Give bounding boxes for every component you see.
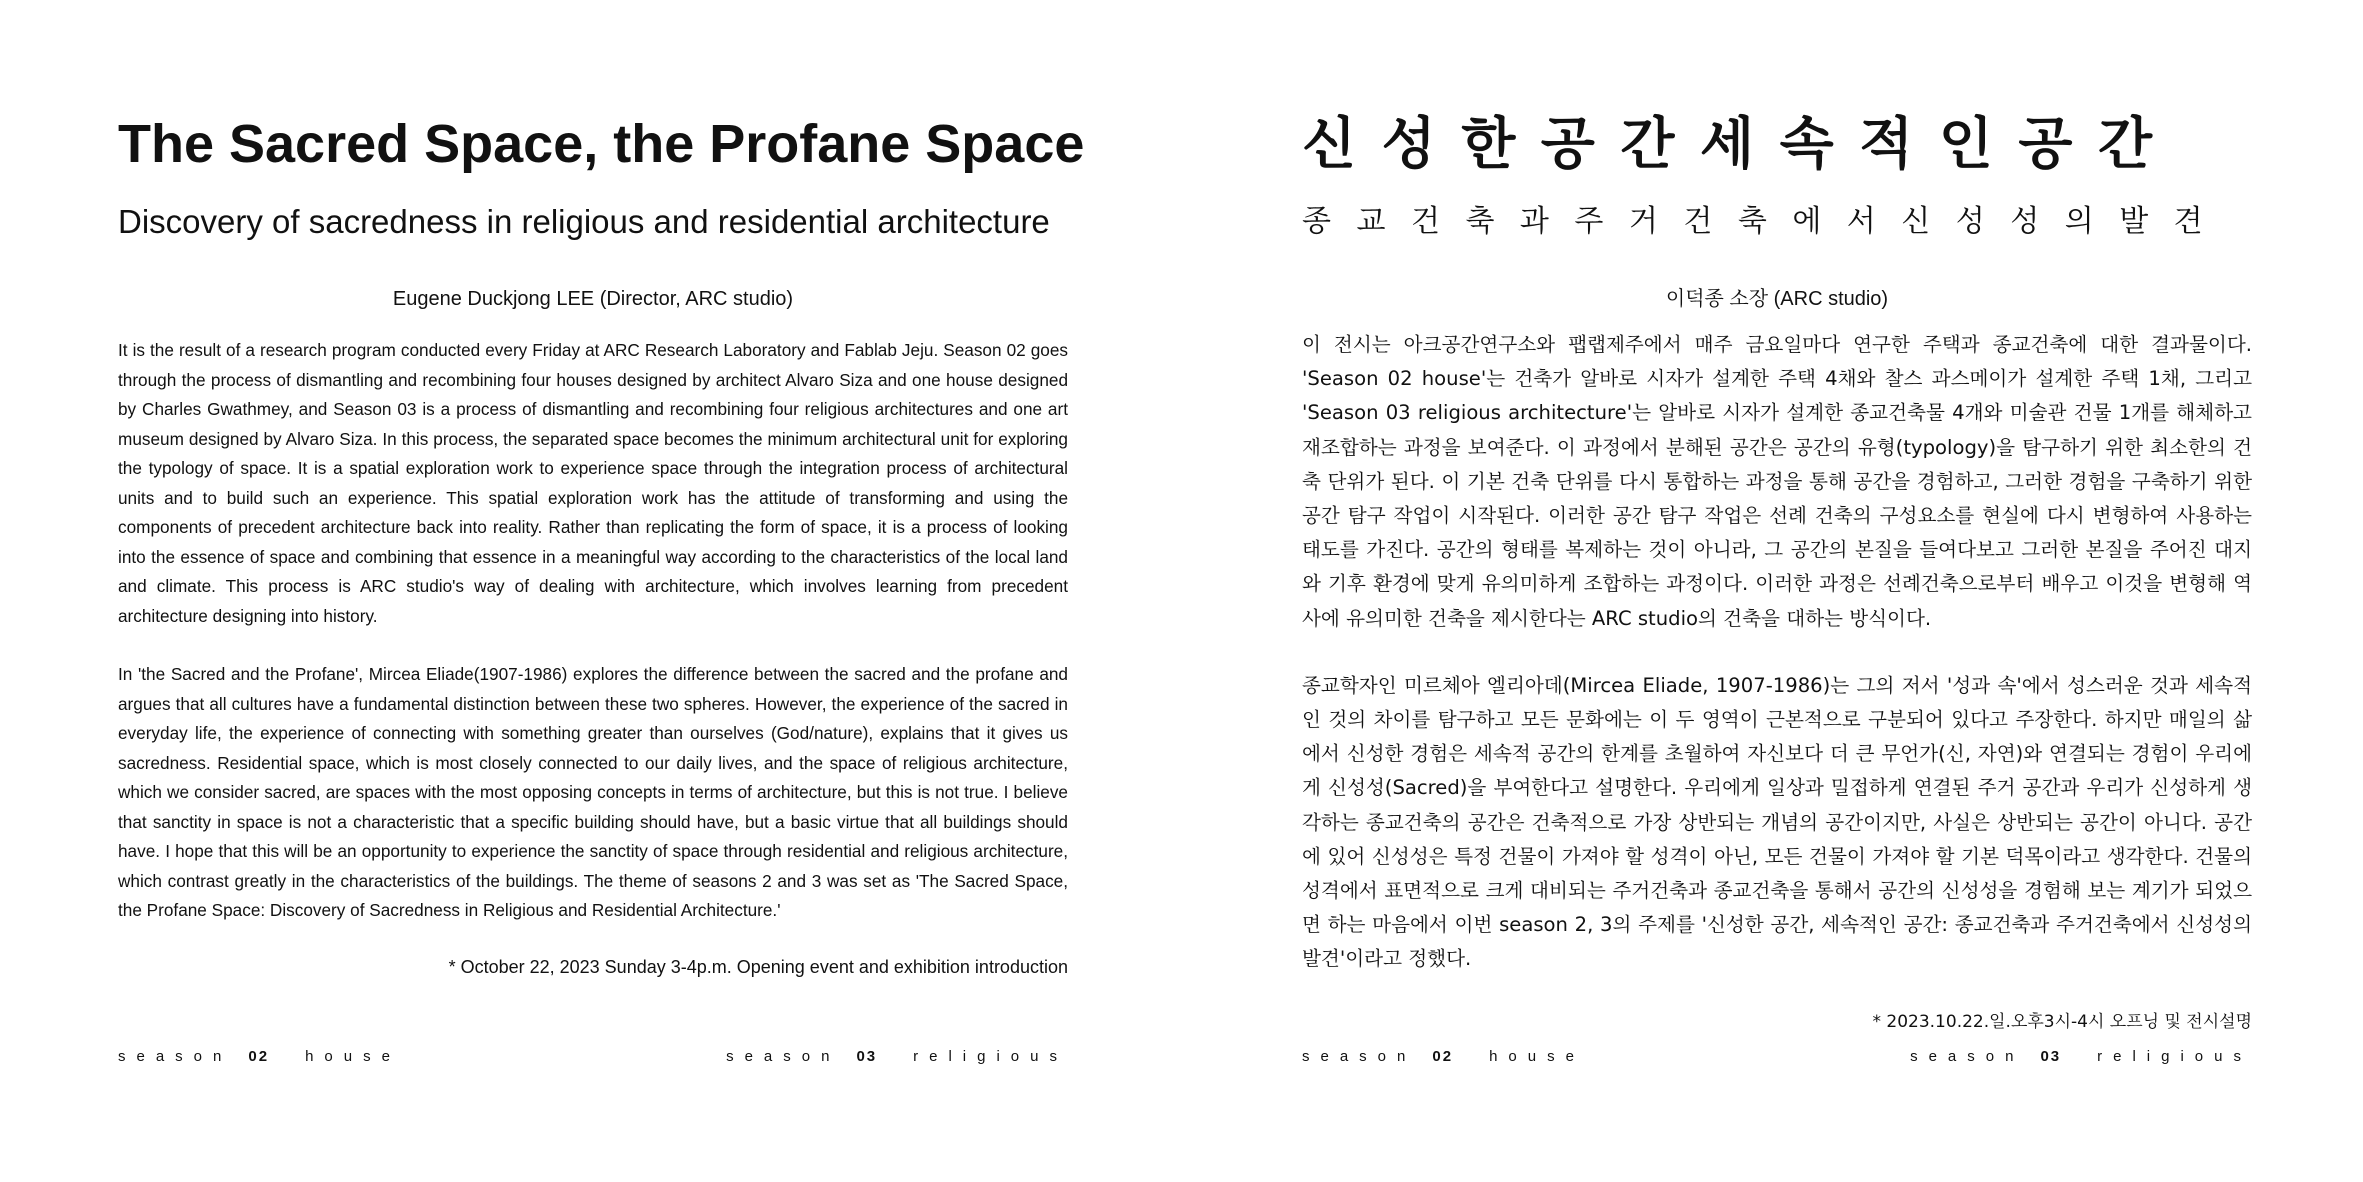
page-title-ko: 신성한공간세속적인공간 <box>1302 112 2178 175</box>
footer-season-03-ko: season 03 religious <box>1910 1048 2252 1065</box>
paragraph-en-2: In 'the Sacred and the Profane', Mircea Eliade(1907-1986) explores the difference between the sacred and the profane and argues that all cultures have a fundamental distinction between these two spheres. However, the experience of the sacred in everyday life, the experience of connecting with something greater than ourselves (God/nature), explains that it gives us sacredness. Residential space, which is most closely connected to our daily lives, and the space of religious architecture, which we consider sacred, are spaces with the most opposing concepts in terms of architecture, but this is not true. I believe that sanctity in space is not a characteristic that a specific building should have, but a basic virtue that all buildings should have. I hope that this will be an opportunity to experience the sanctity of space through residential and religious architecture, which contrast greatly in the characteristics of the buildings. The theme of seasons 2 and 3 was set as 'The Sacred Space, the Profane Space: Discovery of Sacredness in Religious and Residential Architecture.' <box>118 664 1068 920</box>
body-text-en <box>118 336 1068 926</box>
footer-right-page <box>1302 1048 2252 1065</box>
author-ko: 이덕종 소장 (ARC studio) <box>1665 288 1889 310</box>
page-title-en: The Sacred Space, the Profane Space <box>118 114 1085 174</box>
paragraph-en-1: It is the result of a research program conducted every Friday at ARC Research Laboratory and Fablab Jeju. Season 02 goes through the process of dismantling and recombining four houses designed by architect Alvaro Siza and one house designed by Charles Gwathmey, and Season 03 is a process of dismantling and recombining four religious architectures and one art museum designed by Alvaro Siza. In this process, the separated space becomes the minimum architectural unit for exploring the typology of space. It is a spatial exploration work to experience space through the integration process of architectural units and to build such an experience. This spatial exploration work has the attitude of transforming and using the components of precedent architecture back into reality. Rather than replicating the form of space, it is a process of looking into the essence of space and combining that essence in a meaningful way according to the characteristics of the local land and climate. This process is ARC studio's way of dealing with architecture, which involves learning from precedent architecture designing into history. <box>118 340 1068 626</box>
korean-page <box>1302 0 2252 1034</box>
author-en: Eugene Duckjong LEE (Director, ARC studio) <box>392 288 794 310</box>
body-text-ko <box>1302 328 2252 977</box>
paragraph-ko-1: 이 전시는 아크공간연구소와 팹랩제주에서 매주 금요일마다 연구한 주택과 종교건축에 대한 결과물이다. 'Season 02 house'는 건축가 알바로 시자가 설계한 주택 4채와 찰스 과스메이가 설계한 주택 1채, 그리고 'Season 03 religious architecture'는 알바로 시자가 설계한 종교건축물 4개와 미술관 건물 1개를 해체하고 재조합하는 과정을 보여준다. 이 과정에서 분해된 공간은 공간의 유형(typology)을 탐구하기 위한 최소한의 건축 단위가 된다. 이 기본 건축 단위를 다시 통합하는 과정을 통해 공간을 경험하고, 그러한 경험을 구축하기 위한 공간 탐구 작업이 시작된다. 이러한 공간 탐구 작업은 선례 건축의 구성요소를 현실에 다시 변형하여 사용하는 태도를 가진다. 공간의 형태를 복제하는 것이 아니라, 그 공간의 본질을 들여다보고 그러한 본질을 주어진 대지와 기후 환경에 맞게 유의미하게 조합하는 과정이다. 이러한 과정은 선례건축으로부터 배우고 이것을 변형해 역사에 유의미한 건축을 제시한다는 ARC studio의 건축을 대하는 방식이다. <box>1302 333 2252 630</box>
event-note-en: * October 22, 2023 Sunday 3-4p.m. Opening event and exhibition introduction <box>448 956 1068 977</box>
footer-season-03: season 03 religious <box>726 1048 1068 1065</box>
english-page <box>118 0 1085 979</box>
event-note-ko: * 2023.10.22.일.오후3시-4시 오프닝 및 전시설명 <box>1872 1011 2252 1032</box>
paragraph-ko-2: 종교학자인 미르체아 엘리아데(Mircea Eliade, 1907-1986)는 그의 저서 '성과 속'에서 성스러운 것과 세속적인 것의 차이를 탐구하고 모든 문화에는 이 두 영역이 근본적으로 구분되어 있다고 주장한다. 하지만 매일의 삶에서 신성한 경험은 세속적 공간의 한계를 초월하여 자신보다 더 큰 무언가(신, 자연)와 연결되는 경험이 우리에게 신성성(Sacred)을 부여한다고 설명한다. 우리에게 일상과 밀접하게 연결된 주거 공간과 우리가 신성하게 생각하는 종교건축의 공간은 건축적으로 가장 상반되는 개념의 공간이지만, 사실은 상반되는 공간이 아니다. 공간에 있어 신성성은 특정 건물이 가져야 할 성격이 아닌, 모든 건물이 가져야 할 기본 덕목이라고 생각한다. 건물의 성격에서 표면적으로 크게 대비되는 주거건축과 종교건축을 통해서 공간의 신성성을 경험해 보는 계기가 되었으면 하는 마음에서 이번 season 2, 3의 주제를 '신성한 공간, 세속적인 공간: 종교건축과 주거건축에서 신성성의 발견'이라고 정했다. <box>1302 673 2252 971</box>
footer-left-page <box>118 1048 1068 1065</box>
footer-season-02-ko: season 02 house <box>1302 1048 1585 1065</box>
subtitle-ko: 종교건축과주거건축에서신성성의발견 <box>1302 205 2229 238</box>
subtitle-en: Discovery of sacredness in religious and residential architecture <box>118 203 1050 240</box>
footer-season-02: season 02 house <box>118 1048 401 1065</box>
